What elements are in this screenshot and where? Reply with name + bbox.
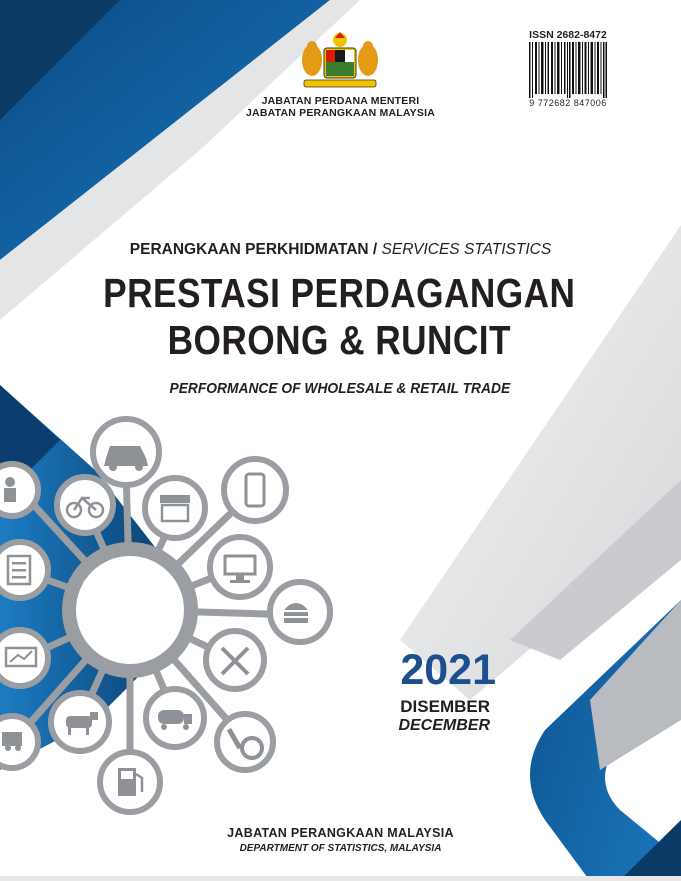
series-ms: PERANGKAAN PERKHIDMATAN / xyxy=(129,241,378,258)
publication-subtitle: PERFORMANCE OF WHOLESALE & RETAIL TRADE xyxy=(169,380,511,397)
publication-title xyxy=(46,270,632,364)
barcode-number: 9 772682 847006 xyxy=(529,98,607,108)
series-heading xyxy=(0,241,681,259)
footer-ms: JABATAN PERANGKAAN MALAYSIA xyxy=(227,826,454,840)
agency-line1: JABATAN PERDANA MENTERI xyxy=(261,95,420,107)
coat-of-arms-emblem xyxy=(290,30,390,90)
title-line2: BORONG & RUNCIT xyxy=(167,317,511,363)
agency-line2: JABATAN PERANGKAAN MALAYSIA xyxy=(246,107,435,119)
issn-label: ISSN 2682-8472 xyxy=(529,29,607,41)
series-en: SERVICES STATISTICS xyxy=(381,241,552,258)
title-line1: PRESTASI PERDAGANGAN xyxy=(103,270,576,316)
issn-barcode-block xyxy=(519,29,617,111)
publication-month-ms: DISEMBER xyxy=(400,697,490,716)
barcode-image xyxy=(529,42,607,98)
footer-en: DEPARTMENT OF STATISTICS, MALAYSIA xyxy=(239,843,442,854)
bottom-edge xyxy=(0,876,681,881)
publication-year: 2021 xyxy=(400,646,496,694)
footer-block xyxy=(0,826,681,854)
person-icon xyxy=(4,477,16,502)
publication-month-en: DECEMBER xyxy=(398,717,490,734)
